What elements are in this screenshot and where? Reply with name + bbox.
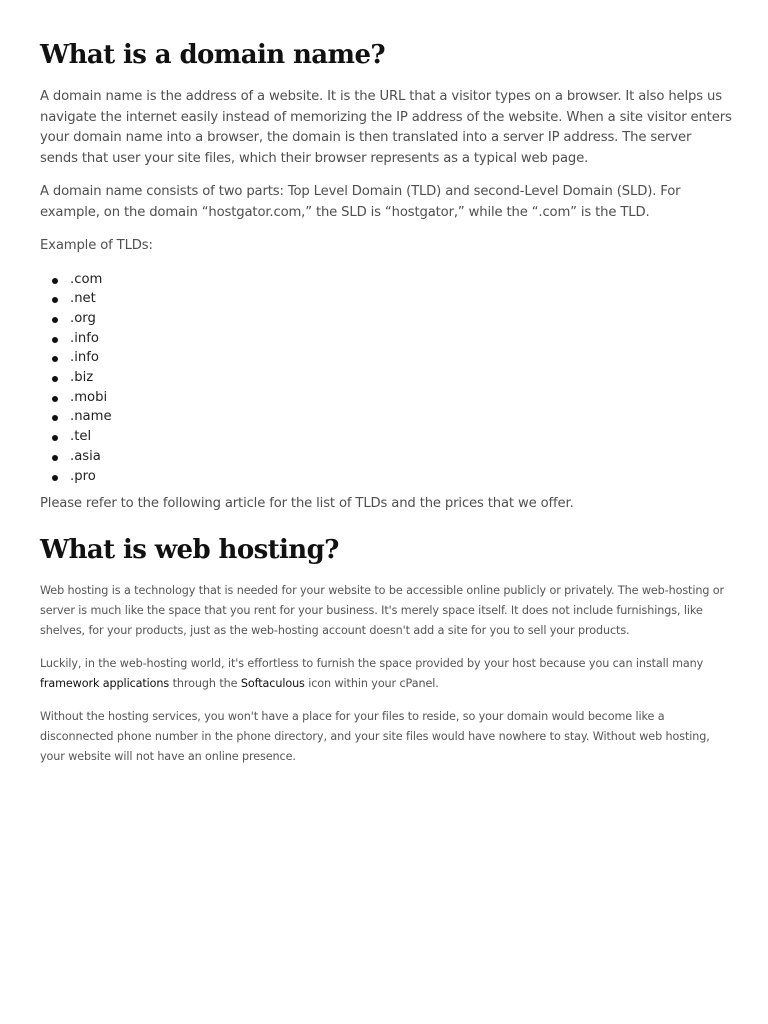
tld-examples-intro: Example of TLDs:	[40, 238, 153, 253]
tld-label: .mobi	[70, 389, 108, 405]
paragraph-text: through the	[169, 676, 241, 690]
list-item	[40, 329, 732, 349]
list-item	[40, 447, 732, 467]
tld-label: .tel	[70, 429, 92, 445]
section-title-domain: What is a domain name?	[40, 40, 386, 70]
list-item	[40, 467, 732, 487]
section-title-hosting: What is web hosting?	[40, 534, 339, 565]
hosting-paragraph-1: Web hosting is a technology that is needed for your website to be accessible online publicly or privately. The web-hosting or server is much like the space that you rent for your business. It's merely space itself. It does not include furnishings, like shelves, for your products, just as the web-hosting account doesn't add a site for you to sell your products.	[40, 583, 725, 637]
list-item	[40, 270, 732, 290]
tld-label: .net	[70, 291, 96, 307]
bullet-icon	[52, 297, 58, 303]
bullet-icon	[52, 317, 58, 323]
tld-list	[40, 270, 732, 487]
tld-label: .name	[70, 409, 112, 425]
softaculous-link[interactable]: Softaculous	[240, 676, 305, 690]
tld-label: .info	[70, 330, 99, 346]
bullet-icon	[52, 455, 58, 461]
domain-paragraph-1: A domain name is the address of a website. It is the URL that a visitor types on a browser. It also helps us navigate the internet easily instead of memorizing the IP address of the website. When a site visitor enters your domain name into a browser, the domain is then translated into a server IP address. The server sends that user your site files, which their browser represents as a typical web page.	[40, 89, 732, 166]
framework-applications-link[interactable]: framework applications	[40, 676, 170, 690]
bullet-icon	[52, 278, 58, 284]
tld-label: .asia	[70, 448, 101, 464]
hosting-paragraph-2	[40, 654, 732, 694]
paragraph-text: Luckily, in the web-hosting world, it's effortless to furnish the space provided by your host because you can install many	[40, 656, 704, 670]
list-item	[40, 388, 732, 408]
tld-label: .com	[70, 271, 103, 287]
list-item	[40, 289, 732, 309]
bullet-icon	[52, 435, 58, 441]
bullet-icon	[52, 337, 58, 343]
tld-label: .org	[70, 310, 96, 326]
tld-label: .pro	[70, 468, 96, 484]
paragraph-text: icon within your cPanel.	[304, 676, 439, 690]
list-item	[40, 348, 732, 368]
tld-label: .info	[70, 350, 99, 366]
bullet-icon	[52, 415, 58, 421]
bullet-icon	[52, 396, 58, 402]
bullet-icon	[52, 356, 58, 362]
bullet-icon	[52, 475, 58, 481]
list-item	[40, 427, 732, 447]
list-item	[40, 309, 732, 329]
list-item	[40, 368, 732, 388]
refer-paragraph: Please refer to the following article for the list of TLDs and the prices that we offer.	[40, 496, 574, 512]
domain-paragraph-2: A domain name consists of two parts: Top Level Domain (TLD) and second-Level Domain (SLD). For example, on the domain “hostgator.com,” the SLD is “hostgator,” while the “.com” is the TLD.	[40, 184, 681, 220]
hosting-paragraph-3: Without the hosting services, you won't have a place for your files to reside, so your domain would become like a disconnected phone number in the phone directory, and your site files would have nowhere to stay. Without web hosting, your website will not have an online presence.	[40, 709, 710, 763]
bullet-icon	[52, 376, 58, 382]
list-item	[40, 407, 732, 427]
tld-label: .biz	[70, 370, 94, 386]
article	[40, 0, 732, 780]
